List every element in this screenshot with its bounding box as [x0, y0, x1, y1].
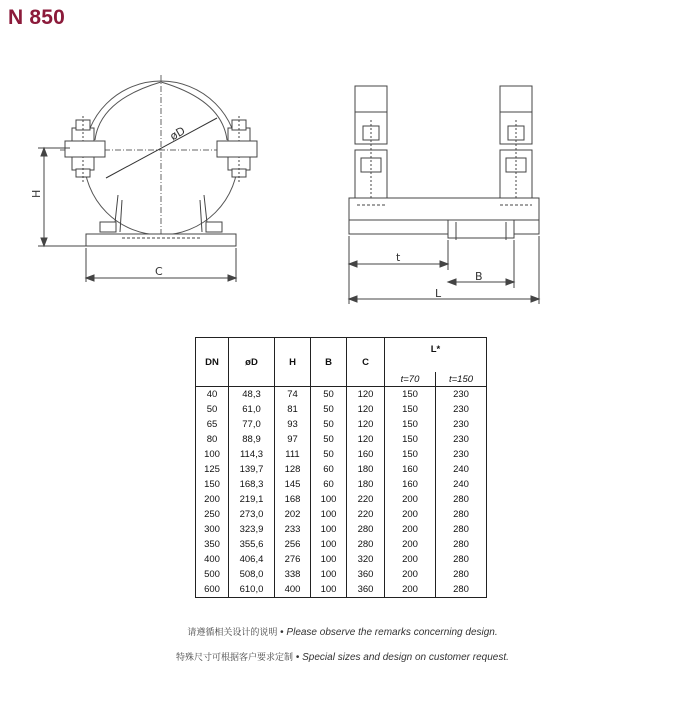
height-label: H [30, 189, 43, 198]
table-row [196, 492, 487, 507]
table-cell: 50 [311, 417, 347, 432]
note-1-sep: • [280, 627, 284, 638]
table-cell: 180 [347, 462, 385, 477]
table-cell: 100 [196, 447, 229, 462]
header-c: C [347, 338, 385, 387]
table-row [196, 462, 487, 477]
table-cell: 280 [436, 582, 487, 598]
table-cell: 280 [436, 522, 487, 537]
table-row [196, 552, 487, 567]
header-b: B [311, 338, 347, 387]
width-b-label: B [475, 270, 483, 283]
table-cell: 406,4 [229, 552, 275, 567]
table-cell: 128 [275, 462, 311, 477]
table-cell: 200 [385, 567, 436, 582]
table-row [196, 402, 487, 417]
table-cell: 230 [436, 417, 487, 432]
front-view [38, 75, 258, 282]
table-cell: 60 [311, 462, 347, 477]
table-cell: 256 [275, 537, 311, 552]
table-cell: 202 [275, 507, 311, 522]
table-cell: 323,9 [229, 522, 275, 537]
table-cell: 120 [347, 417, 385, 432]
table-cell: 160 [347, 447, 385, 462]
table-cell: 300 [196, 522, 229, 537]
table-cell: 276 [275, 552, 311, 567]
table-cell: 61,0 [229, 402, 275, 417]
table-cell: 200 [385, 492, 436, 507]
table-cell: 50 [311, 402, 347, 417]
table-cell: 200 [196, 492, 229, 507]
table-cell: 81 [275, 402, 311, 417]
table-cell: 48,3 [229, 387, 275, 403]
header-od: øD [229, 338, 275, 387]
table-cell: 93 [275, 417, 311, 432]
table-cell: 500 [196, 567, 229, 582]
table-cell: 280 [347, 522, 385, 537]
table-cell: 50 [311, 432, 347, 447]
table-cell: 111 [275, 447, 311, 462]
table-cell: 160 [385, 477, 436, 492]
table-cell: 320 [347, 552, 385, 567]
note-2-en: Special sizes and design on customer request. [302, 652, 509, 663]
table-cell: 100 [311, 552, 347, 567]
table-cell: 150 [385, 432, 436, 447]
table-cell: 160 [385, 462, 436, 477]
diameter-label: øD [167, 124, 188, 144]
table-cell: 100 [311, 582, 347, 598]
table-cell: 200 [385, 552, 436, 567]
table-cell: 100 [311, 537, 347, 552]
table-cell: 355,6 [229, 537, 275, 552]
table-cell: 100 [311, 567, 347, 582]
table-cell: 50 [311, 447, 347, 462]
table-cell: 139,7 [229, 462, 275, 477]
table-cell: 180 [347, 477, 385, 492]
note-1-en: Please observe the remarks concerning design. [286, 627, 498, 638]
table-cell: 97 [275, 432, 311, 447]
table-cell: 230 [436, 432, 487, 447]
subheader-t150: t=150 [436, 372, 487, 387]
table-cell: 150 [385, 447, 436, 462]
note-design-remarks [0, 625, 685, 638]
table-cell: 280 [347, 537, 385, 552]
table-cell: 60 [311, 477, 347, 492]
table-row [196, 432, 487, 447]
table-cell: 150 [385, 402, 436, 417]
table-cell: 150 [196, 477, 229, 492]
table-cell: 74 [275, 387, 311, 403]
table-cell: 120 [347, 387, 385, 403]
table-row [196, 537, 487, 552]
table-cell: 88,9 [229, 432, 275, 447]
table-cell: 280 [436, 507, 487, 522]
table-row [196, 417, 487, 432]
table-cell: 280 [436, 552, 487, 567]
table-row [196, 507, 487, 522]
table-cell: 100 [311, 492, 347, 507]
length-l-label: L [435, 287, 442, 300]
table-cell: 125 [196, 462, 229, 477]
dimensions-table [195, 337, 487, 598]
table-cell: 200 [385, 507, 436, 522]
table-cell: 230 [436, 402, 487, 417]
table-cell: 145 [275, 477, 311, 492]
header-h: H [275, 338, 311, 387]
table-cell: 360 [347, 567, 385, 582]
table-cell: 280 [436, 567, 487, 582]
table-cell: 600 [196, 582, 229, 598]
table-cell: 50 [311, 387, 347, 403]
table-cell: 250 [196, 507, 229, 522]
subheader-t70: t=70 [385, 372, 436, 387]
table-cell: 240 [436, 477, 487, 492]
table-cell: 610,0 [229, 582, 275, 598]
page-title: N 850 [8, 6, 66, 29]
table-cell: 50 [196, 402, 229, 417]
header-dn: DN [196, 338, 229, 387]
table-cell: 219,1 [229, 492, 275, 507]
table-cell: 120 [347, 432, 385, 447]
table-row [196, 567, 487, 582]
table-cell: 350 [196, 537, 229, 552]
table-cell: 200 [385, 537, 436, 552]
table-cell: 200 [385, 582, 436, 598]
table-cell: 360 [347, 582, 385, 598]
table-cell: 220 [347, 492, 385, 507]
length-t-label: t [396, 251, 401, 264]
table-cell: 220 [347, 507, 385, 522]
table-cell: 168,3 [229, 477, 275, 492]
table-cell: 150 [385, 417, 436, 432]
header-l: L* [385, 338, 487, 373]
technical-drawing [0, 0, 685, 330]
table-cell: 120 [347, 402, 385, 417]
table-cell: 240 [436, 462, 487, 477]
table-cell: 400 [275, 582, 311, 598]
table-row [196, 522, 487, 537]
table-row [196, 387, 487, 403]
note-2-sep: • [295, 652, 300, 663]
note-special-sizes [0, 650, 685, 663]
table-cell: 168 [275, 492, 311, 507]
table-cell: 230 [436, 387, 487, 403]
table-row [196, 582, 487, 598]
table-cell: 280 [436, 492, 487, 507]
table-cell: 233 [275, 522, 311, 537]
table-cell: 280 [436, 537, 487, 552]
table-cell: 230 [436, 447, 487, 462]
table-cell: 80 [196, 432, 229, 447]
width-c-label: C [155, 265, 163, 278]
table-cell: 273,0 [229, 507, 275, 522]
table-cell: 100 [311, 507, 347, 522]
table-cell: 65 [196, 417, 229, 432]
table-row [196, 477, 487, 492]
table-cell: 40 [196, 387, 229, 403]
table-cell: 114,3 [229, 447, 275, 462]
table-cell: 400 [196, 552, 229, 567]
table-cell: 200 [385, 522, 436, 537]
table-cell: 150 [385, 387, 436, 403]
table-row [196, 447, 487, 462]
note-2-cn: 特殊尺寸可根据客户要求定制 [176, 653, 294, 663]
table-cell: 77,0 [229, 417, 275, 432]
note-1-cn: 请遵循相关设计的说明 [187, 628, 278, 638]
table-cell: 338 [275, 567, 311, 582]
table-cell: 100 [311, 522, 347, 537]
table-cell: 508,0 [229, 567, 275, 582]
side-view [349, 86, 539, 304]
